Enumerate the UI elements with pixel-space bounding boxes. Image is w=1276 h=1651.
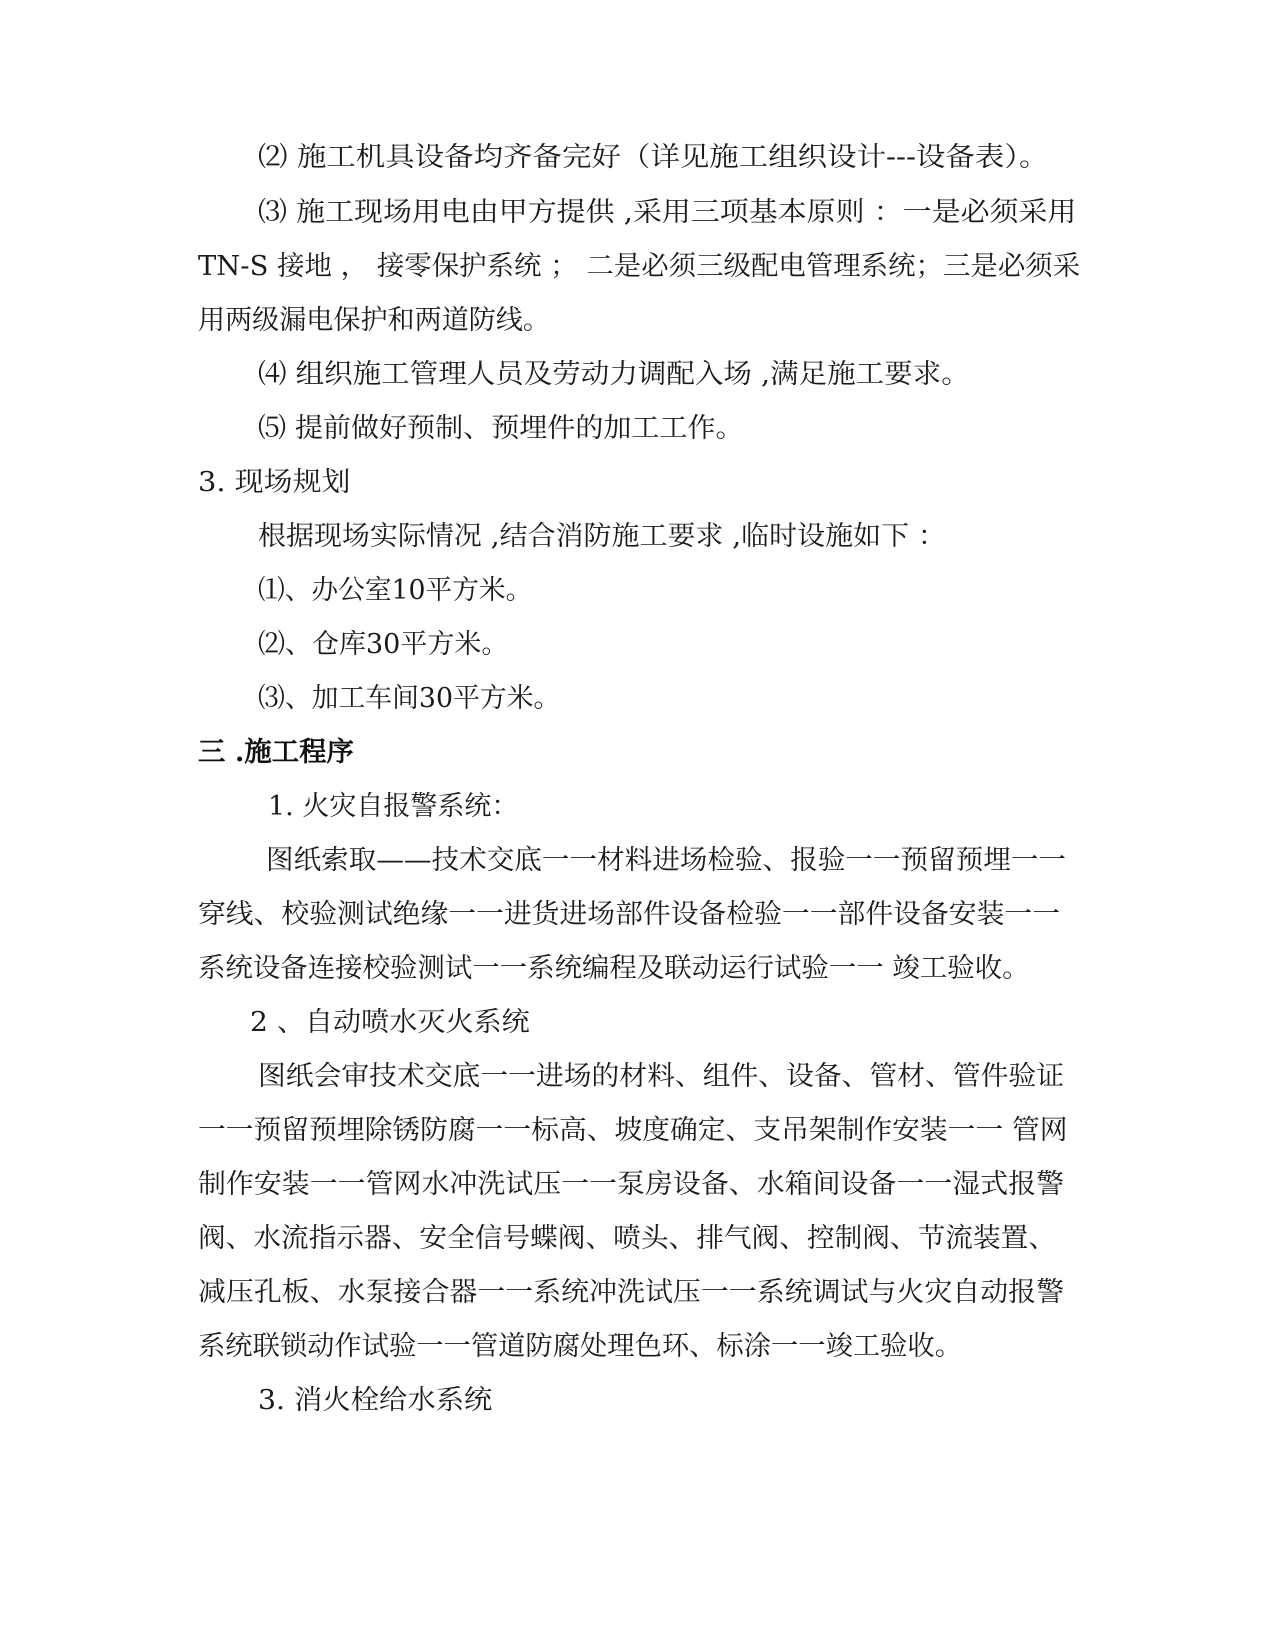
chapter-3-construction-procedure: 三 .施工程序 (198, 737, 354, 768)
item-3-power-supply: ⑶ 施工现场用电由甲方提供 ,采用三项基本原则 ：一是必须采用 (258, 197, 1077, 228)
item-4-personnel: ⑷ 组织施工管理人员及劳动力调配入场 ,满足施工要求。 (258, 359, 970, 390)
sprinkler-procedure-5: 减压孔板、水泵接合器一一系统冲洗试压一一系统调试与火灾自动报警 (198, 1277, 1064, 1308)
item-2-equipment: ⑵ 施工机具设备均齐备完好（详见施工组织设计---设备表）。 (258, 142, 1049, 173)
item-3-power-supply-cont-2: 用两级漏电保护和两道防线。 (198, 305, 550, 336)
sprinkler-procedure-6: 系统联锁动作试验一一管道防腐处理色环、标涂一一竣工验收。 (198, 1331, 962, 1362)
item-3-power-supply-cont-1: TN-S 接地 ， 接零保护系统 ； 二是必须三级配电管理系统；三是必须采 (198, 251, 1081, 282)
fire-alarm-procedure-3: 系统设备连接校验测试一一系统编程及联动运行试验一一 竣工验收。 (198, 953, 1030, 984)
subsection-2-sprinkler: 2 、自动喷水灭火系统 (250, 1007, 530, 1038)
facility-workshop: ⑶、加工车间30平方米。 (258, 683, 561, 714)
facility-office: ⑴、办公室10平方米。 (258, 575, 533, 606)
fire-alarm-procedure-2: 穿线、校验测试绝缘一一进货进场部件设备检验一一部件设备安装一一 (198, 899, 1060, 930)
section-3-site-planning: 3. 现场规划 (198, 467, 351, 498)
site-planning-intro: 根据现场实际情况 ,结合消防施工要求 ,临时设施如下 ： (258, 521, 946, 552)
fire-alarm-procedure-1: 图纸索取——技术交底一一材料进场检验、报验一一预留预埋一一 (266, 845, 1066, 876)
subsection-1-fire-alarm: 1. 火灾自报警系统： (268, 791, 519, 822)
sprinkler-procedure-4: 阀、水流指示器、安全信号蝶阀、喷头、排气阀、控制阀、节流装置、 (198, 1223, 1056, 1254)
item-5-prefabrication: ⑸ 提前做好预制、预埋件的加工工作。 (258, 413, 744, 444)
sprinkler-procedure-1: 图纸会审技术交底一一进场的材料、组件、设备、管材、管件验证 (258, 1061, 1064, 1092)
facility-warehouse: ⑵、仓库30平方米。 (258, 629, 509, 660)
sprinkler-procedure-2: 一一预留预埋除锈防腐一一标高、坡度确定、支吊架制作安装一一 管网 (198, 1115, 1068, 1146)
subsection-3-hydrant: 3. 消火栓给水系统 (258, 1385, 493, 1416)
sprinkler-procedure-3: 制作安装一一管网水冲洗试压一一泵房设备、水箱间设备一一湿式报警 (198, 1169, 1064, 1200)
